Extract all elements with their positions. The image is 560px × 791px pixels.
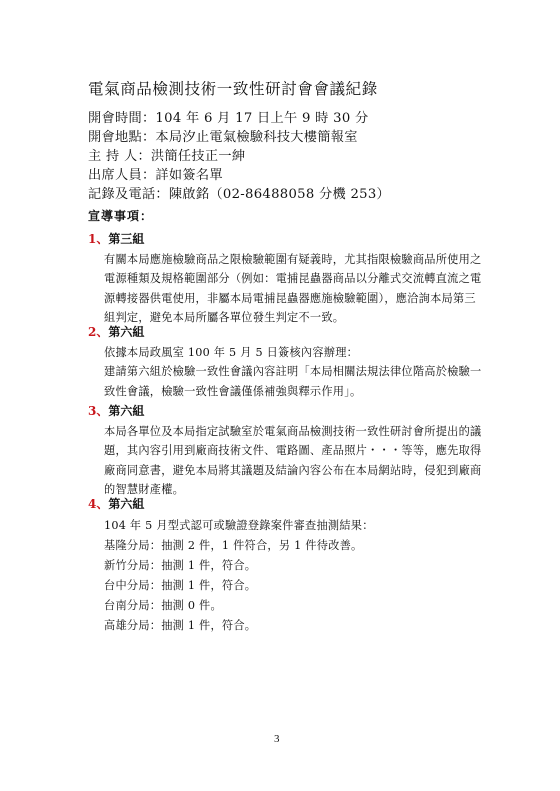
item-1-number: 1、 bbox=[88, 232, 109, 246]
item-3-line: 的智慧財產權。 bbox=[104, 482, 185, 496]
item-1-line: 組判定，避免本局所屬各單位發生判定不一致。 bbox=[104, 310, 345, 324]
item-2-line: 建請第六組於檢驗一致性會議內容註明「本局相關法規法律位階高於檢驗一 bbox=[104, 365, 482, 379]
section-heading: 宣導事項： bbox=[88, 209, 154, 223]
item-1-group: 第三組 bbox=[108, 232, 145, 246]
item-3-line: 本局各單位及本局指定試驗室於電氣商品檢測技術一致性研討會所提出的議 bbox=[104, 425, 482, 438]
item-2-paragraph bbox=[104, 343, 504, 401]
meeting-time: 開會時間：104 年 6 月 17 日上午 9 時 30 分 bbox=[88, 111, 369, 126]
item-2-line: 依據本局政風室 100 年 5 月 5 日簽核內容辦理： bbox=[104, 346, 359, 359]
result-line: 高雄分局：抽測 1 件，符合。 bbox=[104, 619, 257, 632]
meeting-attendees: 出席人員：詳如簽名單 bbox=[88, 168, 223, 183]
item-1-line: 電源種類及規格範圍部分（例如：電捕昆蟲器商品以分離式交流轉直流之電 bbox=[104, 272, 482, 286]
result-line: 新竹分局：抽測 1 件，符合。 bbox=[104, 559, 257, 572]
result-line: 台南分局：抽測 0 件。 bbox=[104, 599, 222, 612]
item-3-group: 第六組 bbox=[108, 404, 145, 418]
meeting-chair: 主 持 人：洪簡任技正一紳 bbox=[88, 149, 246, 164]
item-4-group: 第六組 bbox=[108, 497, 145, 511]
meeting-place: 開會地點：本局汐止電氣檢驗科技大樓簡報室 bbox=[88, 130, 358, 145]
item-4-intro: 104 年 5 月型式認可或驗證登錄案件審查抽測結果： bbox=[104, 519, 374, 532]
item-2-number: 2、 bbox=[88, 325, 109, 339]
page-number: 3 bbox=[274, 733, 280, 745]
item-2-group: 第六組 bbox=[108, 325, 145, 339]
item-2-heading bbox=[88, 323, 144, 340]
item-3-line: 廠商同意書，避免本局將其議題及結論內容公布在本局網站時，侵犯到廠商 bbox=[104, 463, 482, 477]
result-line: 基隆分局：抽測 2 件，1 件符合，另 1 件待改善。 bbox=[104, 539, 363, 552]
item-4-heading bbox=[88, 495, 144, 512]
item-1-line: 源轉接器供電使用，非屬本局電捕昆蟲器應施檢驗範圍），應洽詢本局第三 bbox=[104, 291, 476, 305]
item-3-line: 題，其內容引用到廠商技術文件、電路圖、產品照片・・・等等，應先取得 bbox=[104, 444, 482, 458]
item-1-heading bbox=[88, 230, 144, 247]
item-2-line: 致性會議，檢驗一致性會議僅係補強與釋示作用」。 bbox=[104, 384, 362, 398]
result-line: 台中分局：抽測 1 件，符合。 bbox=[104, 579, 257, 592]
item-3-heading bbox=[88, 402, 144, 419]
meeting-recorder: 記錄及電話：陳啟銘（02-86488058 分機 253） bbox=[88, 187, 391, 202]
item-3-paragraph bbox=[104, 422, 504, 499]
item-4-number: 4、 bbox=[88, 497, 109, 511]
item-1-line: 有關本局應施檢驗商品之限檢驗範圍有疑義時，尤其指限檢驗商品所使用之 bbox=[104, 253, 482, 266]
item-1-paragraph bbox=[104, 250, 504, 327]
document-title: 電氣商品檢測技術一致性研討會會議紀錄 bbox=[88, 80, 378, 98]
item-3-number: 3、 bbox=[88, 404, 109, 418]
